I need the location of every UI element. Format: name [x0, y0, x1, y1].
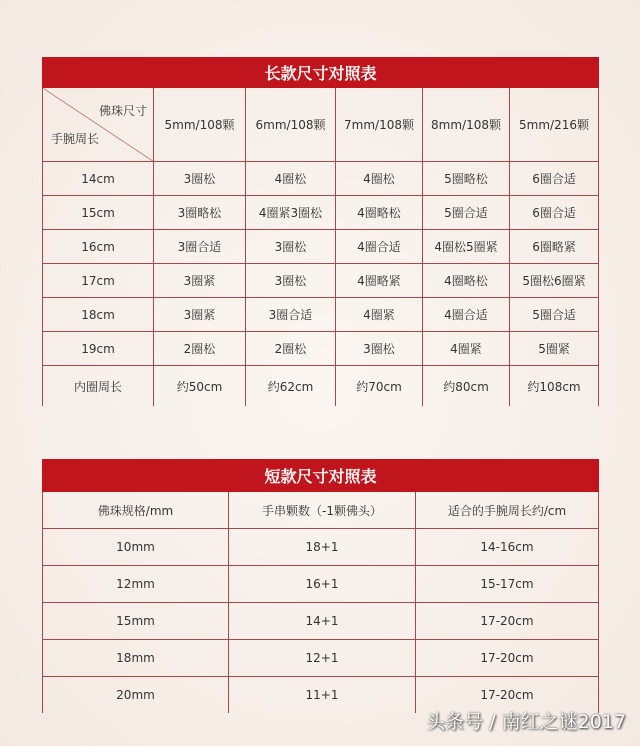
table-header-row — [43, 492, 599, 529]
table-cell: 12mm — [43, 566, 229, 603]
table-cell: 3圈紧 — [154, 264, 246, 298]
table-cell: 4圈紧 — [423, 332, 510, 366]
row-label: 17cm — [43, 264, 154, 298]
table-row — [43, 566, 599, 603]
table-row — [43, 603, 599, 640]
table-row — [43, 529, 599, 566]
table-cell: 3圈合适 — [246, 298, 336, 332]
table-cell: 6圈合适 — [510, 162, 599, 196]
column-header: 5mm/108颗 — [154, 88, 246, 162]
table-cell: 3圈松 — [246, 264, 336, 298]
table-cell: 3圈松 — [336, 332, 423, 366]
row-label: 内圈周长 — [43, 366, 154, 407]
table-row — [43, 332, 599, 366]
table-cell: 2圈松 — [246, 332, 336, 366]
table-cell: 6圈合适 — [510, 196, 599, 230]
table-cell: 3圈紧 — [154, 298, 246, 332]
table-row — [43, 196, 599, 230]
table-row — [43, 264, 599, 298]
table-cell: 4圈略松 — [336, 196, 423, 230]
table-cell: 约70cm — [336, 366, 423, 407]
short-size-table — [42, 459, 599, 713]
table-cell: 14-16cm — [416, 529, 599, 566]
table-cell: 4圈略紧 — [336, 264, 423, 298]
short-table-title: 短款尺寸对照表 — [43, 460, 599, 492]
row-label: 15cm — [43, 196, 154, 230]
table-cell: 6圈略紧 — [510, 230, 599, 264]
corner-bottom-label: 手腕周长 — [51, 132, 100, 146]
table-cell: 3圈合适 — [154, 230, 246, 264]
row-label: 14cm — [43, 162, 154, 196]
table-row — [43, 298, 599, 332]
table-cell: 2圈松 — [154, 332, 246, 366]
table-cell: 4圈紧3圈松 — [246, 196, 336, 230]
table-cell: 4圈松 — [246, 162, 336, 196]
corner-top-label: 佛珠尺寸 — [98, 104, 147, 118]
table-cell: 4圈合适 — [423, 298, 510, 332]
table-cell: 3圈略松 — [154, 196, 246, 230]
table-cell: 4圈紧 — [336, 298, 423, 332]
table-header-row — [43, 88, 599, 162]
table-cell: 5圈松6圈紧 — [510, 264, 599, 298]
table-cell: 4圈合适 — [336, 230, 423, 264]
table-row — [43, 366, 599, 407]
long-table-title: 长款尺寸对照表 — [43, 58, 599, 88]
corner-cell — [43, 88, 154, 162]
table-cell: 17-20cm — [416, 640, 599, 677]
row-label: 18cm — [43, 298, 154, 332]
column-header: 7mm/108颗 — [336, 88, 423, 162]
table-cell: 4圈略松 — [423, 264, 510, 298]
table-cell: 5圈略松 — [423, 162, 510, 196]
watermark: 头条号 / 南红之谜2017 — [426, 711, 626, 733]
table-cell: 15-17cm — [416, 566, 599, 603]
table-cell: 16+1 — [229, 566, 416, 603]
row-label: 16cm — [43, 230, 154, 264]
table-cell: 约108cm — [510, 366, 599, 407]
column-header: 佛珠规格/mm — [43, 492, 229, 529]
table-cell: 3圈松 — [154, 162, 246, 196]
table-row — [43, 162, 599, 196]
column-header: 5mm/216颗 — [510, 88, 599, 162]
table-cell: 17-20cm — [416, 603, 599, 640]
table-cell: 14+1 — [229, 603, 416, 640]
column-header: 手串颗数（-1颗佛头） — [229, 492, 416, 529]
table-cell: 约50cm — [154, 366, 246, 407]
table-cell: 12+1 — [229, 640, 416, 677]
table-cell: 约80cm — [423, 366, 510, 407]
column-header: 6mm/108颗 — [246, 88, 336, 162]
table-cell: 11+1 — [229, 677, 416, 714]
table-cell: 15mm — [43, 603, 229, 640]
table-cell: 20mm — [43, 677, 229, 714]
table-row — [43, 640, 599, 677]
table-cell: 约62cm — [246, 366, 336, 407]
table-row — [43, 230, 599, 264]
table-cell: 4圈松5圈紧 — [423, 230, 510, 264]
table-cell: 4圈松 — [336, 162, 423, 196]
table-cell: 18mm — [43, 640, 229, 677]
long-size-table — [42, 57, 599, 406]
table-cell: 5圈合适 — [423, 196, 510, 230]
row-label: 19cm — [43, 332, 154, 366]
column-header: 适合的手腕周长约/cm — [416, 492, 599, 529]
table-cell: 10mm — [43, 529, 229, 566]
table-cell: 5圈合适 — [510, 298, 599, 332]
table-cell: 18+1 — [229, 529, 416, 566]
column-header: 8mm/108颗 — [423, 88, 510, 162]
table-cell: 3圈松 — [246, 230, 336, 264]
table-cell: 5圈紧 — [510, 332, 599, 366]
table-cell: 17-20cm — [416, 677, 599, 714]
